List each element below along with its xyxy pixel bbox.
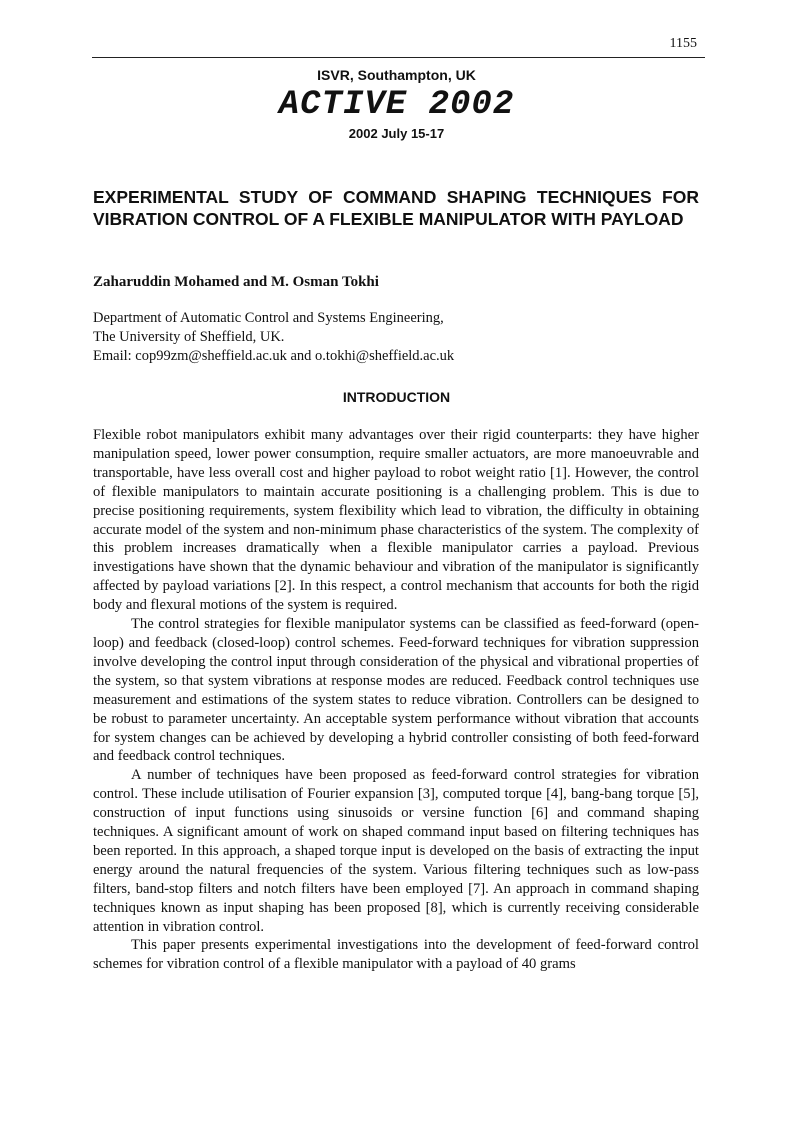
paper-title: EXPERIMENTAL STUDY OF COMMAND SHAPING TECHNIQUES FOR VIBRATION CONTROL OF A FLEXIBLE MANIPULATOR WITH PAYLOAD [93, 187, 699, 229]
affiliation-department: Department of Automatic Control and Systems Engineering, [93, 310, 444, 326]
header-rule [92, 57, 705, 58]
conference-name: ACTIVE 2002 [278, 86, 515, 124]
body-paragraph: Flexible robot manipulators exhibit many advantages over their rigid counterparts: they have higher manipulation speed, lower power consumption, require smaller actuators, are more manoeuvrable and transportable, have less overall cost and higher payload to robot weight ratio [1]. However, the control of flexible manipulators to maintain accurate positioning is a challenging problem. This is due to precise positioning requirements, system flexibility which lead to vibration, the difficulty in obtaining accurate model of the system and non-minimum phase characteristics of the system. The complexity of this problem increases dramatically when a flexible manipulator carries a payload. Previous investigations have shown that the dynamic behaviour and vibration of the manipulator is significantly affected by payload variations [2]. In this respect, a control mechanism that accounts for both the rigid body and flexural motions of the system is required. [93, 427, 699, 614]
body-paragraph: A number of techniques have been proposed as feed-forward control strategies for vibration control. These include utilisation of Fourier expansion [3], computed torque [4], bang-bang torque [5], construction of input functions using sinusoids or versine function [6] and command shaping techniques. A significant amount of work on shaped command input based on filtering techniques has been reported. In this approach, a shaped torque input is developed on the basis of extracting the input energy around the natural frequencies of the system. Various filtering techniques such as low-pass filters, band-stop filters and notch filters have been employed [7]. An approach in command shaping techniques known as input shaping has been proposed [8], which is currently receiving considerable attention in vibration control. [93, 767, 699, 935]
introduction-body [93, 426, 699, 974]
paper-authors: Zaharuddin Mohamed and M. Osman Tokhi [93, 274, 379, 290]
conference-header [0, 66, 793, 143]
affiliation-university: The University of Sheffield, UK. [93, 329, 285, 345]
conference-dates: 2002 July 15-17 [348, 126, 445, 141]
body-paragraph: This paper presents experimental investigations into the development of feed-forward control schemes for vibration control of a flexible manipulator with a payload of 40 grams [93, 937, 699, 973]
author-affiliation [93, 309, 454, 366]
page-number: 1155 [669, 36, 697, 51]
conference-venue: ISVR, Southampton, UK [317, 67, 476, 83]
body-paragraph: The control strategies for flexible manipulator systems can be classified as feed-forward (open-loop) and feedback (closed-loop) control schemes. Feed-forward techniques for vibration suppression involve developing the control input through consideration of the physical and vibrational properties of the system, so that system vibrations at response modes are reduced. Feedback control techniques use measurement and estimations of the system states to reduce vibration. Controllers can be designed to be robust to parameter uncertainty. An acceptable system performance without vibration that accounts for system changes can be achieved by developing a hybrid controller consisting of both feed-forward and feedback control techniques. [93, 616, 699, 765]
affiliation-email: Email: cop99zm@sheffield.ac.uk and o.tokhi@sheffield.ac.uk [93, 348, 455, 364]
section-heading: INTRODUCTION [342, 389, 451, 405]
